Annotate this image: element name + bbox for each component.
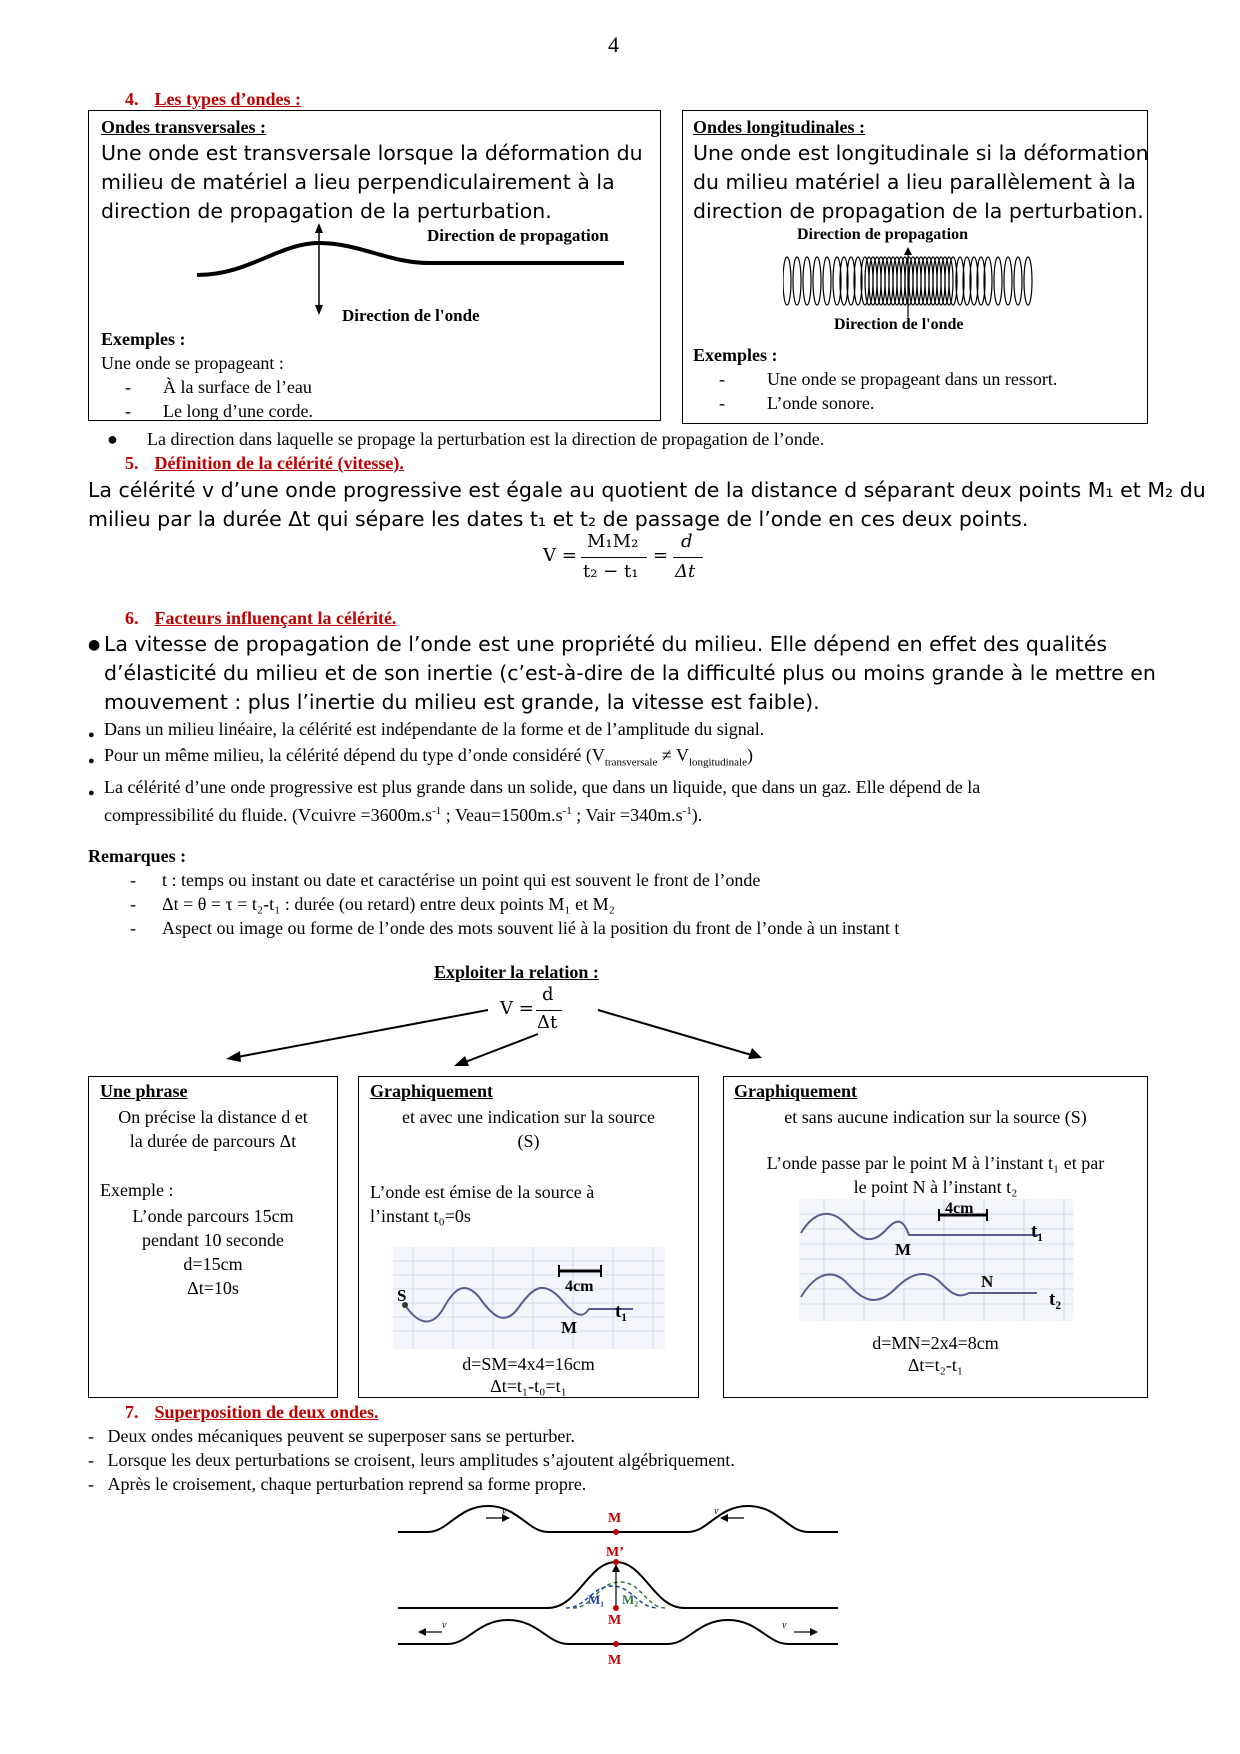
section-number: 6. [125, 608, 139, 628]
list-item: - L’onde sonore. [683, 391, 1143, 415]
superscript: -1 [682, 804, 692, 817]
point-m2-label: M₂ [622, 1592, 639, 1607]
velocity-label: v [442, 1620, 447, 1631]
point-m-label: M [608, 1653, 622, 1668]
celerity-definition [88, 476, 1206, 534]
section-5-heading [125, 453, 404, 474]
list-item: - t : temps ou instant ou date et caractérise un point qui est souvent le front de l’onde [94, 868, 1144, 892]
formula-lhs: V = [543, 545, 577, 566]
note-text: La direction dans laquelle se propage la perturbation est la direction de propagation de l’onde. [147, 429, 825, 449]
text-line: et sans aucune indication sur la source (S) [784, 1107, 1087, 1127]
longitudinal-spring-figure [783, 221, 1033, 331]
list-item: - Après le croisement, chaque perturbation reprend sa forme propre. [88, 1474, 587, 1494]
text-part: ) [746, 745, 753, 765]
example-text [89, 1204, 337, 1300]
subscript: longitudinale [688, 756, 747, 769]
text-line: La célérité d’une onde progressive est plus grande dans un solide, que dans un liquide, que dans un gaz. Elle dépend de la [104, 776, 981, 797]
direction-onde-label: Direction de l'onde [834, 316, 964, 331]
spring-coil [823, 257, 831, 305]
scale-label: 4cm [565, 1278, 594, 1295]
direction-propagation-label: Direction de propagation [797, 226, 968, 243]
scale-label: 4cm [945, 1200, 974, 1217]
list-item: - Une onde se propageant dans un ressort. [683, 367, 1143, 391]
bullet-icon: ● [88, 637, 101, 653]
time-t1-label: t₁ [615, 1301, 628, 1322]
direction-propagation-label: Direction de propagation [427, 226, 609, 245]
text-part: Pour un même milieu, la célérité dépend du type d’onde considéré (V [104, 745, 605, 765]
list-item: - Deux ondes mécaniques peuvent se superposer sans se perturber. [88, 1426, 575, 1446]
text-line: On précise la distance d et [118, 1107, 308, 1127]
text-line [104, 743, 1168, 775]
section-7-heading [125, 1402, 379, 1423]
section-4-heading [125, 89, 301, 110]
text-line: Dans un milieu linéaire, la célérité est indépendante de la forme et de l’amplitude du signal. [104, 719, 765, 739]
text-line: Une onde est longitudinale si la déformation [693, 141, 1149, 165]
section-title: Facteurs influençant la célérité. [154, 608, 397, 628]
direction-onde-label: Direction de l'onde [342, 306, 480, 323]
superscript: -1 [432, 804, 442, 817]
graph-heading: Graphiquement [370, 1081, 494, 1101]
text-line: (S) [517, 1131, 540, 1151]
section-6-heading [125, 608, 396, 629]
text-line: mouvement : plus l’inertie du milieu est grande, la vitesse est faible). [104, 690, 820, 714]
spring-coil [793, 257, 801, 305]
text-line: du milieu matériel a lieu parallèlement à la [693, 170, 1136, 194]
graph-result [359, 1353, 698, 1397]
list-item: - Le long d’une corde. [89, 399, 649, 423]
exploit-arrows [220, 1000, 780, 1070]
list-item: - Aspect ou image ou forme de l’onde des mots souvent lié à la position du front de l’onde à un instant t [94, 916, 1144, 940]
point-m-label: M [895, 1240, 912, 1259]
text-line: milieu par la durée Δt qui sépare les dates t₁ et t₂ de passage de l’onde en ces deux points. [88, 507, 1029, 531]
spring-coil [994, 257, 1002, 305]
transverse-definition [101, 139, 643, 226]
velocity-label: v [502, 1506, 507, 1517]
formula-equals: = [653, 545, 669, 566]
remarques-heading: Remarques : [88, 846, 187, 866]
text-line: Δt=t₁-t₀=t₁ [490, 1376, 567, 1396]
graph-text [724, 1151, 1147, 1199]
point-m-prime-label: M’ [606, 1545, 624, 1560]
time-t1-label: t₁ [1031, 1221, 1044, 1242]
transverse-examples-heading: Exemples : [101, 329, 186, 349]
transverse-heading: Ondes transversales : [101, 117, 266, 137]
text-part: ≠ V [657, 745, 689, 765]
graph-without-source-box [723, 1076, 1148, 1398]
spring-coil [783, 257, 791, 305]
text-line: d=SM=4x4=16cm [462, 1354, 595, 1374]
text-line: et avec une indication sur la source [402, 1107, 655, 1127]
text-part: ; Veau=1500m.s [441, 804, 563, 825]
text-line: d=MN=2x4=8cm [872, 1333, 999, 1353]
spring-coil [1004, 257, 1012, 305]
text-line: Une onde est transversale lorsque la déformation du [101, 141, 643, 165]
section-title: Définition de la célérité (vitesse). [154, 453, 404, 473]
text-line: La vitesse de propagation de l’onde est une propriété du milieu. Elle dépend en effet des qualités [104, 632, 1108, 656]
text-line: L’onde parcours 15cm [132, 1206, 294, 1226]
bullet-icon: ● [88, 755, 95, 767]
graph-intro [359, 1105, 698, 1153]
graph-with-source-box [358, 1076, 699, 1398]
source-label: S [397, 1286, 407, 1305]
text-line [104, 799, 1168, 827]
text-line: milieu de matériel a lieu perpendiculairement à la [101, 170, 615, 194]
longitudinal-heading: Ondes longitudinales : [693, 117, 866, 137]
bullet-icon: ● [88, 786, 95, 799]
graph-text [370, 1180, 594, 1228]
text-line: L’onde passe par le point M à l’instant t₁ et par [766, 1153, 1105, 1173]
section-number: 5. [125, 453, 139, 473]
text-part: ; Vair =340m.s [571, 804, 683, 825]
list-item: - À la surface de l’eau [89, 375, 649, 399]
phrase-text [89, 1105, 337, 1153]
longitudinal-waves-box [682, 110, 1148, 424]
transverse-examples-list [89, 375, 649, 423]
graph-source-figure [393, 1247, 665, 1349]
paragraph [88, 630, 1168, 717]
subscript: transversale [604, 756, 658, 769]
formula-numerator: d [681, 531, 693, 552]
text-line: la durée de parcours Δt [129, 1131, 297, 1151]
point-m-label: M [608, 1511, 622, 1526]
fraction-bar [581, 557, 647, 558]
formula-lhs: V = [500, 998, 534, 1019]
text-line: Δt=10s [187, 1278, 239, 1298]
point-m-label: M [608, 1613, 622, 1628]
longitudinal-examples-heading: Exemples : [693, 345, 778, 365]
superscript: -1 [562, 804, 572, 817]
text-line: L’onde est émise de la source à [370, 1182, 595, 1202]
bullet-icon: ● [88, 729, 95, 741]
text-line: pendant 10 seconde [142, 1230, 284, 1250]
text-line: l’instant t₀=0s [370, 1206, 471, 1226]
list-item: - Δt = θ = τ = t₂-t₁ : durée (ou retard) entre deux points M₁ et M₂ [94, 892, 1144, 916]
item-text: Lorsque les deux perturbations se croisent, leurs amplitudes s’ajoutent algébriquement. [107, 1450, 735, 1470]
formula-numerator: d [542, 984, 554, 1005]
formula-denominator: t₂ − t₁ [583, 561, 639, 582]
example-label: Exemple : [100, 1180, 174, 1200]
text-line: direction de propagation de la perturbation. [693, 199, 1144, 223]
exploit-heading: Exploiter la relation : [434, 962, 599, 982]
spring-coil [1014, 257, 1022, 305]
point-n-label: N [981, 1272, 994, 1291]
item-text: Deux ondes mécaniques peuvent se superposer sans se perturber. [107, 1426, 575, 1446]
page-number: 4 [608, 32, 619, 57]
spring-coil [803, 257, 811, 305]
remarques-list [94, 868, 1144, 940]
transverse-wave-figure [189, 223, 629, 323]
paragraph [88, 717, 1168, 741]
graph-heading: Graphiquement [734, 1081, 858, 1101]
section-number: 7. [125, 1402, 139, 1422]
transverse-examples-intro: Une onde se propageant : [101, 353, 284, 373]
text-line: d=15cm [183, 1254, 243, 1274]
text-line: le point N à l’instant t₂ [853, 1177, 1018, 1197]
fraction-bar [673, 557, 703, 558]
section-title: Les types d’ondes : [154, 89, 302, 109]
paragraph [88, 775, 1168, 827]
phrase-box [88, 1076, 338, 1398]
time-t2-label: t₂ [1049, 1289, 1062, 1310]
text-line: La célérité v d’une onde progressive est égale au quotient de la distance d séparant deux points M₁ et M₂ du [88, 478, 1206, 502]
transverse-waves-box [88, 110, 661, 421]
velocity-label: v [714, 1506, 719, 1517]
text-line: Δt=t₂-t₁ [907, 1355, 964, 1375]
text-part: compressibilité du fluide. (Vcuivre =3600m.s [104, 804, 433, 825]
list-item: - Lorsque les deux perturbations se croisent, leurs amplitudes s’ajoutent algébriquement. [88, 1450, 735, 1470]
section-6-body [88, 630, 1168, 827]
bullet-icon: ● [107, 429, 118, 449]
formula-denominator: Δt [537, 1012, 558, 1033]
formula-numerator: M₁M₂ [587, 531, 639, 552]
velocity-label: v [782, 1620, 787, 1631]
point-m1-label: M₁ [588, 1592, 605, 1607]
section-number: 4. [125, 89, 139, 109]
longitudinal-examples-list [683, 367, 1143, 415]
section-title: Superposition de deux ondes. [154, 1402, 379, 1422]
phrase-heading: Une phrase [100, 1081, 188, 1101]
item-text: Après le croisement, chaque perturbation reprend sa forme propre. [107, 1474, 587, 1494]
text-line: d’élasticité du milieu et de son inertie (c’est-à-dire de la difficulté plus ou moins grande à le mettre en [104, 661, 1156, 685]
graph-intro [724, 1105, 1147, 1129]
longitudinal-definition [693, 139, 1149, 226]
text-part: ). [691, 804, 703, 825]
spring-coil [1024, 257, 1032, 305]
graph-two-times-figure [799, 1199, 1074, 1321]
superposition-figure [398, 1496, 838, 1668]
spring-coil [813, 257, 821, 305]
paragraph [88, 743, 1168, 775]
superposition-list [88, 1424, 735, 1496]
text-line: direction de propagation de la perturbation. [101, 199, 552, 223]
formula-denominator: Δt [675, 561, 696, 582]
point-m-label: M [561, 1318, 578, 1337]
graph-result [724, 1332, 1147, 1376]
